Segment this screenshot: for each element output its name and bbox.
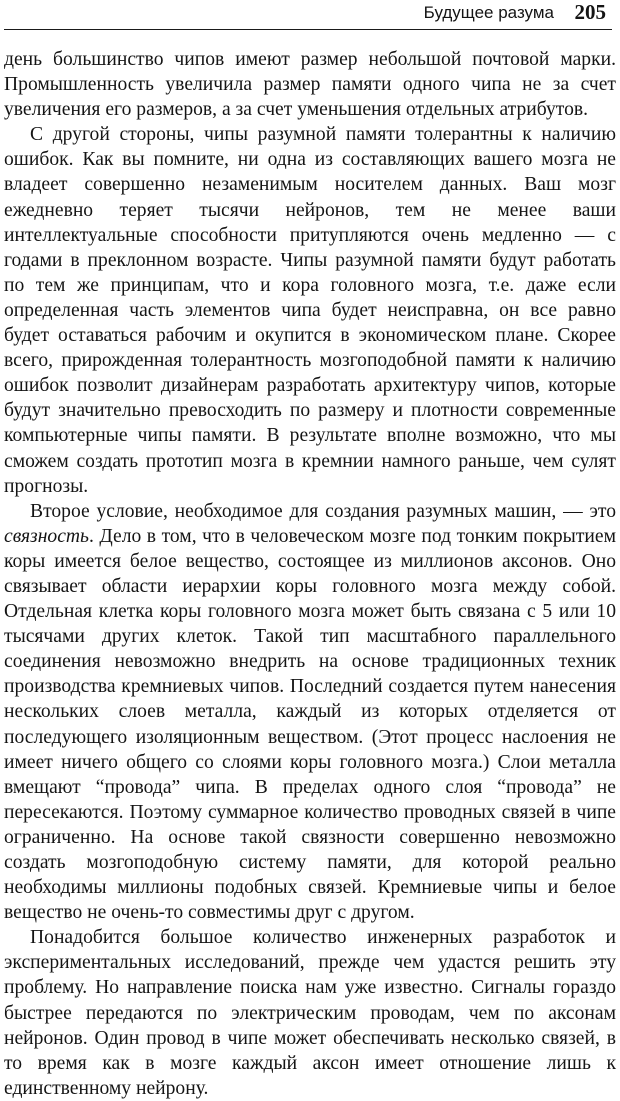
chapter-title: Будущее разума: [423, 3, 554, 22]
running-header: [4, 0, 612, 30]
paragraph-1: день большинство чипов имеют размер небольшой почтовой марки. Промышленность увеличила размер памяти одного чипа не за счет увеличения его размеров, а за счет уменьшения отдельных атрибутов.: [4, 49, 616, 121]
paragraph-3: [4, 499, 616, 926]
page-number: 205: [574, 0, 606, 24]
body-text: [4, 47, 616, 1101]
paragraph-3-lead: Второе условие, необходимое для создания разумных машин, — это: [30, 500, 616, 522]
paragraph-3-rest: . Дело в том, что в человеческом мозге под тонким покрытием коры имеется белое вещество, состоящее из миллионов аксонов. Оно связывает области иерархии коры головного мозга между собой. Отдельная клетка коры головного мозга может быть связана с 5 или 10 тысячами других клеток. Такой тип масштабного параллельного соединения невозможно внедрить на основе традиционных техник производства кремниевых чипов. Последний создается путем нанесения нескольких слоев металла, каждый из которых отделяется от последующего изоляционным веществом. (Этот процесс наслоения не имеет ничего общего со слоями коры головного мозга.) Слои металла вмещают “провода” чипа. В пределах одного слоя “провода” не пересекаются. Поэтому суммарное количество проводных связей в чипе ограниченно. На основе такой связности совершенно невозможно создать мозгоподобную систему памяти, для которой реально необходимы миллионы подобных связей. Кремниевые чипы и белое вещество не очень-то совместимы друг с другом.: [4, 525, 616, 924]
emphasis-term: связность: [4, 525, 89, 547]
paragraph-4: Понадобится большое количество инженерных разработок и экспериментальных исследований, прежде чем удастся решить эту проблему. Но направление поиска нам уже известно. Сигналы гораздо быстрее передаются по электрическим проводам, чем по аксонам нейронов. Один провод в чипе может обеспечивать несколько связей, в то время как в мозге каждый аксон имеет отношение лишь к единственному нейрону.: [4, 927, 616, 1099]
paragraph-2: С другой стороны, чипы разумной памяти толерантны к наличию ошибок. Как вы помните, ни одна из составляющих вашего мозга не владеет совершенно незаменимым носителем данных. Ваш мозг ежедневно теряет тысячи нейронов, тем не менее ваши интеллектуальные способности притупляются очень медленно — с годами в преклонном возрасте. Чипы разумной памяти будут работать по тем же принципам, что и кора головного мозга, т.е. даже если определенная часть элементов чипа будет неисправна, он все равно будет оставаться рабочим и окупится в экономическом плане. Скорее всего, прирожденная толерантность мозгоподобной памяти к наличию ошибок позволит дизайнерам разработать архитектуру чипов, которые будут значительно превосходить по размеру и плотности современные компьютерные чипы памяти. В результате вполне возможно, что мы сможем создать прототип мозга в кремнии намного раньше, чем сулят прогнозы.: [4, 124, 616, 497]
